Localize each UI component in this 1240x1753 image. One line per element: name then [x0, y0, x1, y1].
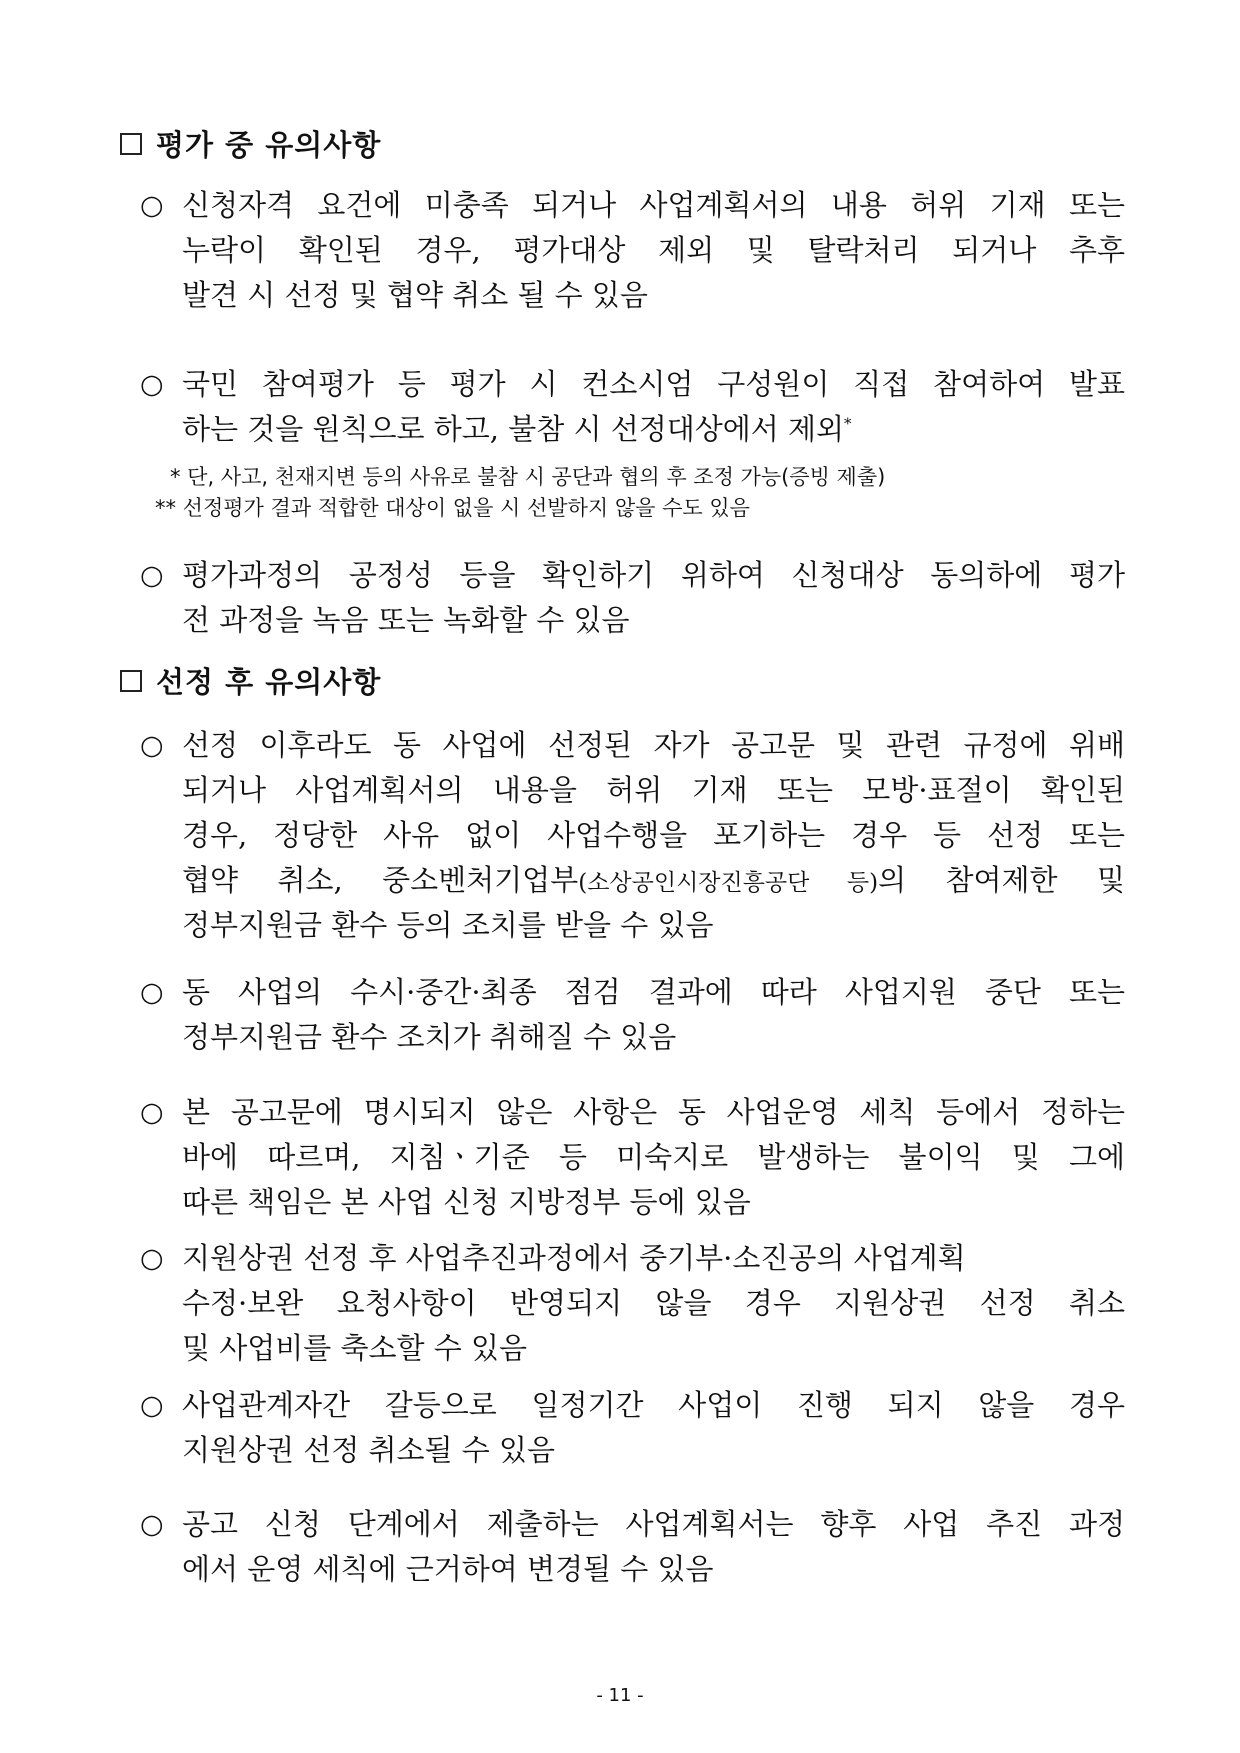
- item-text-line: 사업관계자간 갈등으로 일정기간 사업이 진행 되지 않을 경우: [182, 1388, 1125, 1422]
- item-text-line: 동 사업의 수시·중간·최종 점검 결과에 따라 사업지원 중단 또는: [182, 975, 1125, 1009]
- item-text-line: 바에 따르며, 지침ㆍ기준 등 미숙지로 발생하는 불이익 및 그에: [182, 1140, 1125, 1174]
- item-text-line: 수정·보완 요청사항이 반영되지 않을 경우 지원상권 선정 취소: [182, 1286, 1125, 1320]
- item-text-line: 에서 운영 세칙에 근거하여 변경될 수 있음: [182, 1552, 714, 1586]
- item-text-line: 평가과정의 공정성 등을 확인하기 위하여 신청대상 동의하에 평가: [182, 558, 1125, 592]
- item-text: 하는 것을 원칙으로 하고, 불참 시 선정대상에서 제외: [182, 412, 845, 446]
- item-text-line: 신청자격 요건에 미충족 되거나 사업계획서의 내용 허위 기재 또는: [182, 188, 1125, 222]
- item-text-line: [182, 407, 1125, 452]
- circle-bullet-icon: ○: [140, 190, 164, 221]
- item-text-line: 정부지원금 환수 조치가 취해질 수 있음: [182, 1020, 677, 1054]
- circle-bullet-icon: ○: [140, 1390, 164, 1421]
- item-text: 의 참여제한 및: [878, 863, 1125, 897]
- section-title-text: 평가 중 유의사항: [156, 128, 382, 162]
- footnote: ** 선정평가 결과 적합한 대상이 없을 시 선발하지 않을 수도 있음: [155, 496, 750, 520]
- circle-bullet-icon: ○: [140, 369, 164, 400]
- footnote-marker: *: [844, 414, 852, 433]
- item-text-line: 및 사업비를 축소할 수 있음: [182, 1331, 528, 1365]
- item-text-line: 누락이 확인된 경우, 평가대상 제외 및 탈락처리 되거나 추후: [182, 233, 1125, 267]
- item-text-line: 전 과정을 녹음 또는 녹화할 수 있음: [182, 603, 630, 637]
- circle-bullet-icon: ○: [140, 1243, 164, 1274]
- item-text-line: 본 공고문에 명시되지 않은 사항은 동 사업운영 세칙 등에서 정하는: [182, 1095, 1125, 1129]
- section-title-text: 선정 후 유의사항: [156, 665, 382, 699]
- checkbox-icon: [120, 670, 142, 692]
- item-text-line: 되거나 사업계획서의 내용을 허위 기재 또는 모방·표절이 확인된: [182, 773, 1125, 807]
- circle-bullet-icon: ○: [140, 1509, 164, 1540]
- footnote: * 단, 사고, 천재지변 등의 사유로 불참 시 공단과 협의 후 조정 가능(증빙 제출): [170, 465, 886, 489]
- page-number: - 11 -: [596, 1685, 644, 1706]
- section-title-after-selection: [120, 660, 381, 701]
- item-text-line: 따른 책임은 본 사업 신청 지방정부 등에 있음: [182, 1185, 751, 1219]
- circle-bullet-icon: ○: [140, 730, 164, 761]
- item-text-line: 정부지원금 환수 등의 조치를 받을 수 있음: [182, 908, 714, 942]
- item-text-line: 지원상권 선정 후 사업추진과정에서 중기부·소진공의 사업계획: [182, 1241, 966, 1275]
- circle-bullet-icon: ○: [140, 560, 164, 591]
- checkbox-icon: [120, 133, 142, 155]
- item-text: 협약 취소, 중소벤처기업부: [182, 863, 579, 897]
- item-text-small: (소상공인시장진흥공단 등): [578, 870, 879, 896]
- item-text-line: 지원상권 선정 취소될 수 있음: [182, 1433, 556, 1467]
- circle-bullet-icon: ○: [140, 977, 164, 1008]
- item-text-line: 발견 시 선정 및 협약 취소 될 수 있음: [182, 278, 648, 312]
- item-text-line: [182, 858, 1125, 906]
- item-text-line: 선정 이후라도 동 사업에 선정된 자가 공고문 및 관련 규정에 위배: [182, 728, 1125, 762]
- circle-bullet-icon: ○: [140, 1097, 164, 1128]
- item-text-line: 국민 참여평가 등 평가 시 컨소시엄 구성원이 직접 참여하여 발표: [182, 367, 1125, 401]
- item-text-line: 공고 신청 단계에서 제출하는 사업계획서는 향후 사업 추진 과정: [182, 1507, 1125, 1541]
- item-text-line: 경우, 정당한 사유 없이 사업수행을 포기하는 경우 등 선정 또는: [182, 818, 1125, 852]
- section-title-during-evaluation: [120, 123, 381, 164]
